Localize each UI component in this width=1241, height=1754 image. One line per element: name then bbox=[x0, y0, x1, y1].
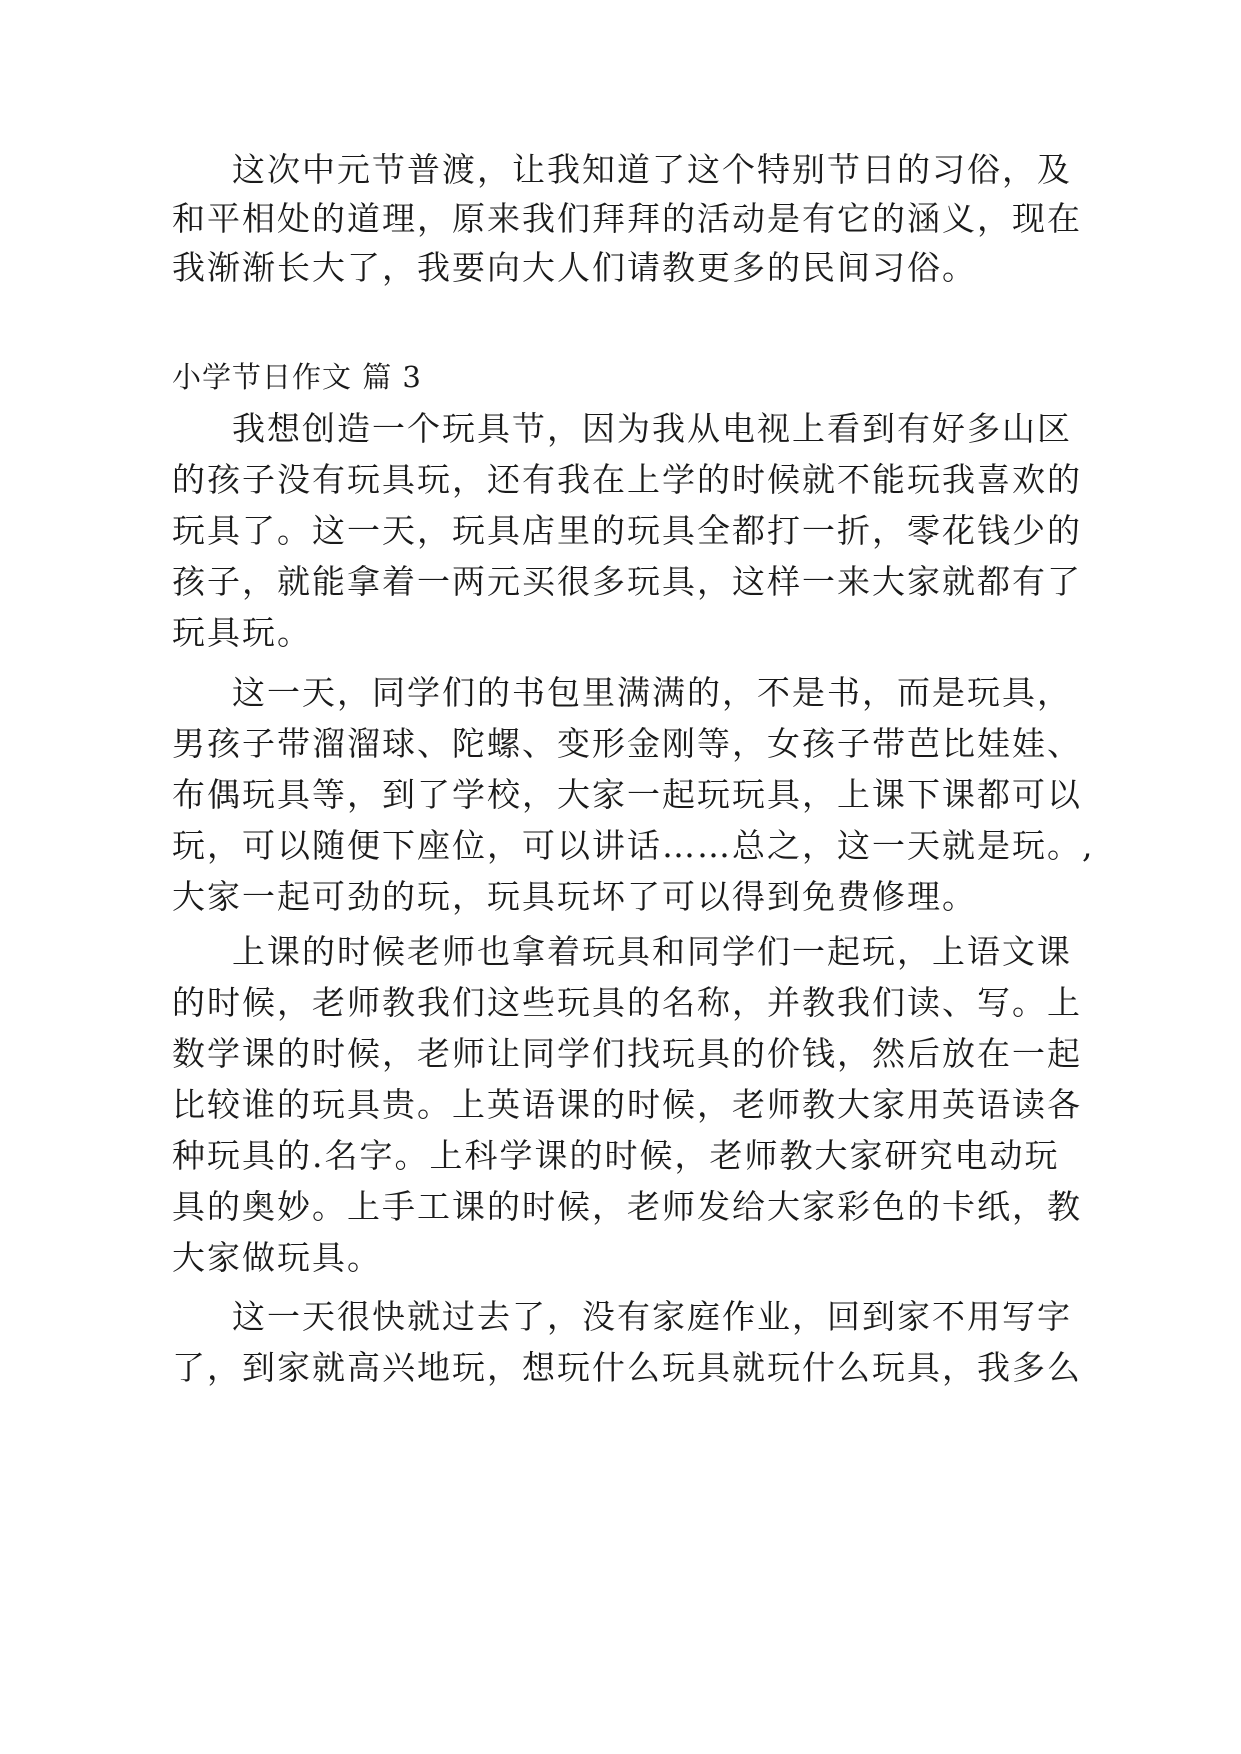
text-line: 的孩子没有玩具玩，还有我在上学的时候就不能玩我喜欢的 bbox=[172, 460, 1082, 499]
text-line: 这一天很快就过去了，没有家庭作业，回到家不用写字 bbox=[232, 1297, 1072, 1336]
text-line: 男孩子带溜溜球、陀螺、变形金刚等，女孩子带芭比娃娃、 bbox=[172, 724, 1082, 763]
text-line: 玩具了。这一天，玩具店里的玩具全都打一折，零花钱少的 bbox=[172, 511, 1082, 550]
text-line: 大家做玩具。 bbox=[172, 1238, 382, 1277]
text-line: 和平相处的道理，原来我们拜拜的活动是有它的涵义，现在 bbox=[172, 199, 1082, 238]
text-line: 我渐渐长大了，我要向大人们请教更多的民间习俗。 bbox=[172, 248, 977, 287]
text-line: 布偶玩具等，到了学校，大家一起玩玩具，上课下课都可以 bbox=[172, 775, 1082, 814]
text-line: 孩子，就能拿着一两元买很多玩具，这样一来大家就都有了 bbox=[172, 562, 1082, 601]
section-title: 小学节日作文 篇 3 bbox=[172, 360, 422, 394]
text-line: 我想创造一个玩具节，因为我从电视上看到有好多山区 bbox=[232, 409, 1072, 448]
text-line: 了，到家就高兴地玩，想玩什么玩具就玩什么玩具，我多么 bbox=[172, 1348, 1082, 1387]
text-line: 这一天，同学们的书包里满满的，不是书，而是玩具， bbox=[232, 673, 1072, 712]
text-line: 上课的时候老师也拿着玩具和同学们一起玩，上语文课 bbox=[232, 932, 1072, 971]
text-line: 数学课的时候，老师让同学们找玩具的价钱，然后放在一起 bbox=[172, 1034, 1082, 1073]
text-line: 具的奥妙。上手工课的时候，老师发给大家彩色的卡纸，教 bbox=[172, 1187, 1082, 1226]
text-line: 大家一起可劲的玩，玩具玩坏了可以得到免费修理。 bbox=[172, 877, 977, 916]
text-line: 这次中元节普渡，让我知道了这个特别节日的习俗，及 bbox=[232, 150, 1072, 189]
text-line: 比较谁的玩具贵。上英语课的时候，老师教大家用英语读各 bbox=[172, 1085, 1082, 1124]
text-line: 种玩具的.名字。上科学课的时候，老师教大家研究电动玩 bbox=[172, 1136, 1060, 1175]
text-line: 玩，可以随便下座位，可以讲话……总之，这一天就是玩。, bbox=[172, 826, 1095, 865]
text-line: 玩具玩。 bbox=[172, 613, 312, 652]
text-line: 的时候，老师教我们这些玩具的名称，并教我们读、写。上 bbox=[172, 983, 1082, 1022]
